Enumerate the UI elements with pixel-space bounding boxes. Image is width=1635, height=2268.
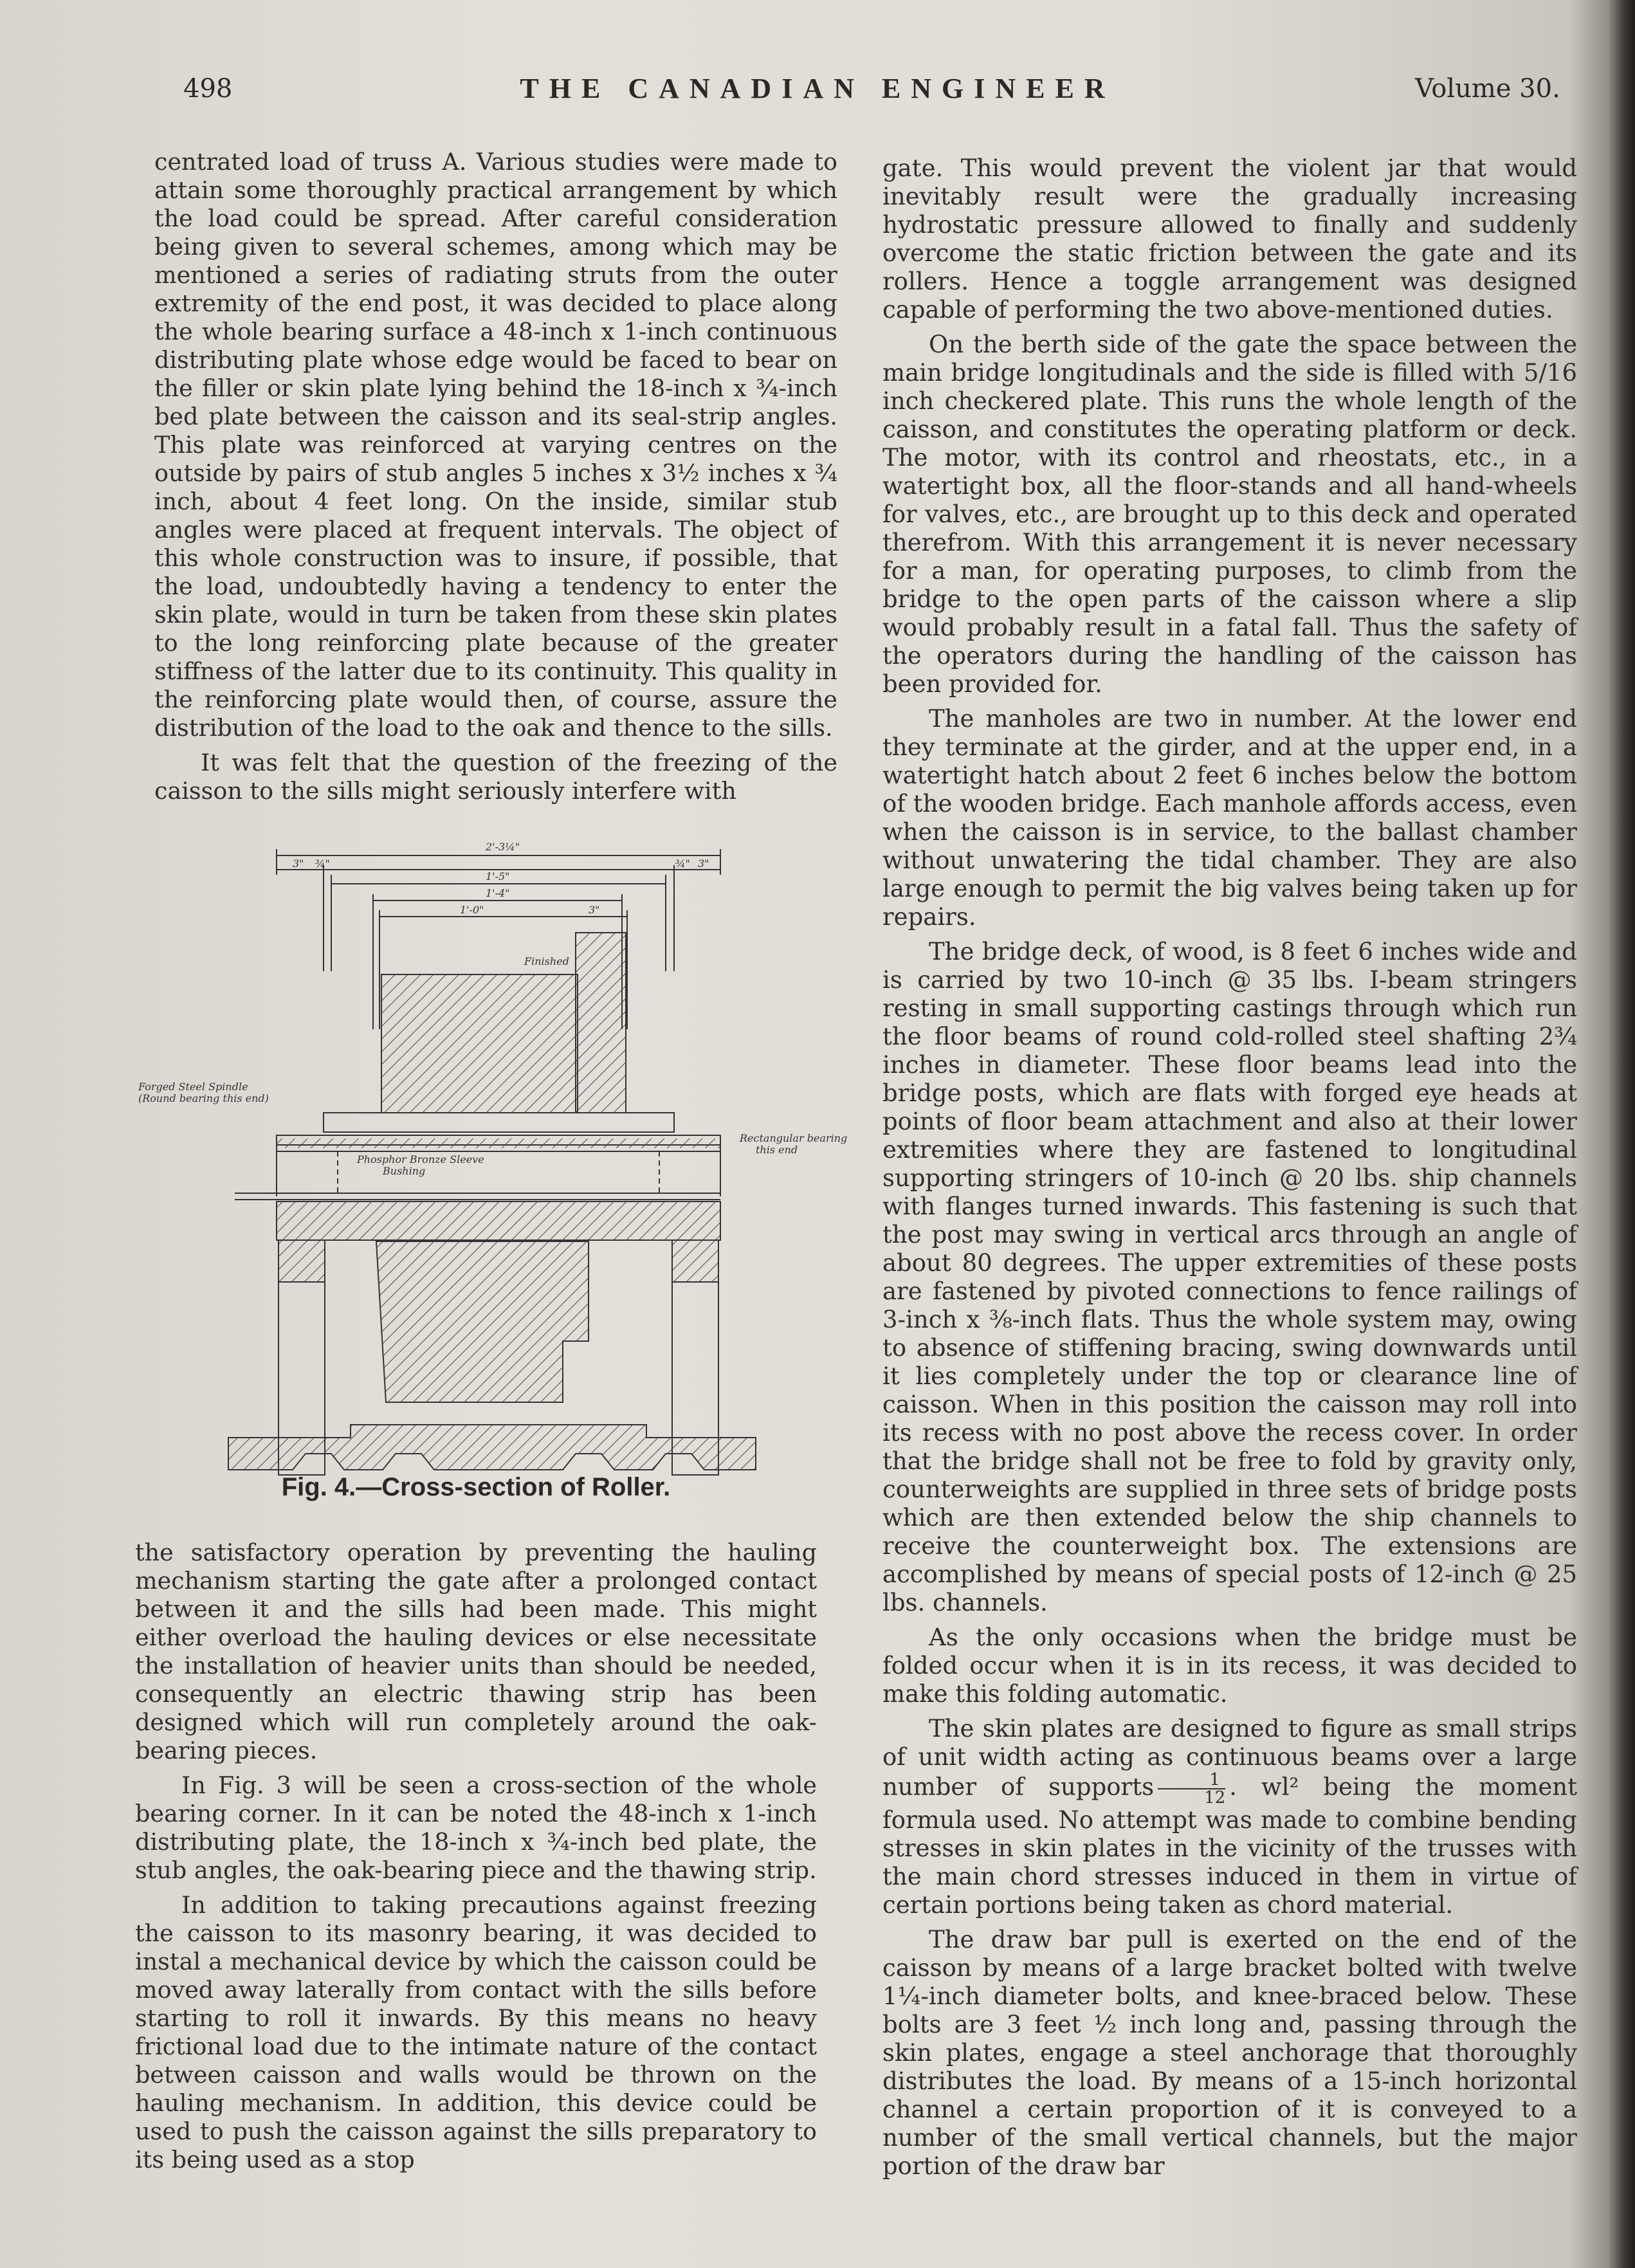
paragraph: In addition to taking precautions against freezing the caisson to its masonry bearing, it was decided to instal a mechanical device by which the caisson could be moved away laterally from contact with the sills before starting to roll it inwards. By this means no heavy frictional load due to the intimate nature of the contact between caisson and walls would be thrown on the hauling mechanism. In addition, this device could be used to push the caisson against the sills preparatory to its being used as a stop [135, 1891, 817, 2173]
dim-mid-14: 1'-4" [486, 887, 510, 899]
dim-right-3: 3" [698, 857, 709, 870]
book-spine-shadow [1609, 0, 1635, 2268]
paragraph: The bridge deck, of wood, is 8 feet 6 inches wide and is carried by two 10-inch @ 35 lbs. I-beam stringers resting in small supporting castings through which run the floor beams of round cold-rolled steel shafting 2¾ inches in diameter. These floor beams lead into the bridge posts, which are flats with forged eye heads at points of floor beam attachment and also at their lower extremities where they are fastened to longitudinal supporting stringers of 10-inch @ 20 lbs. ship channels with flanges turned inwards. This fastening is such that the post may swing in vertical arcs through an angle of about 80 degrees. The upper extremities of these posts are fastened by pivoted connections to fence railings of 3-inch x ⅜-inch flats. Thus the whole system may, owing to absence of stiffening bracing, swing downwards until it lies completely under the top or clearance line of caisson. When in this position the caisson may roll into its recess with no post above the recess cover. In order that the bridge shall not be free to fold by gravity only, counterweights are supplied in three sets of bridge posts which are then extended below the ship channels to receive the counterweight box. The extensions are accomplished by means of special posts of 12-inch @ 25 lbs. channels. [882, 938, 1577, 1616]
paragraph: gate. This would prevent the violent jar that would inevitably result were the gradually increasing hydrostatic pressure allowed to finally and suddenly overcome the static friction between the gate and its rollers. Hence a toggle arrangement was designed capable of performing the two above-mentioned duties. [882, 154, 1577, 324]
page-number: 498 [183, 74, 233, 104]
label-bushing: Phosphor Bronze Sleeve [357, 1153, 484, 1166]
label-finished: Finished [524, 955, 569, 967]
right-column [882, 154, 1577, 2181]
dim-inner-3: 3" [589, 904, 600, 916]
figure-roller-cross-section [138, 836, 848, 1518]
paragraph: On the berth side of the gate the space between the main bridge longitudinals and the side is filled with 5/16 inch checkered plate. This runs the whole length of the caisson, and constitutes the operating platform or deck. The motor, with its control and rheostats, etc., in a watertight box, all the floor-stands and all hand-wheels for valves, etc., are brought up to this deck and operated therefrom. With this arrangement it is never necessary for a man, for operating purposes, to climb from the bridge to the open parts of the caisson where a slip would probably result in a fatal fall. Thus the safety of the operators during the handling of the caisson has been provided for. [882, 331, 1577, 698]
label-rect-bearing: Rectangular bearing [740, 1132, 848, 1144]
fraction-denominator: 12 [1204, 1788, 1226, 1807]
figure-caption: Fig. 4.—Cross-section of Roller. [281, 1473, 671, 1501]
formula-text-before: The skin plates are designed to figure as small strips of unit width acting as continuous beams over a large number of supports [882, 1715, 1577, 1801]
dim-overall: 2'-3¼" [486, 841, 520, 853]
dim-inner-10: 1'-0" [460, 904, 484, 916]
paragraph: centrated load of truss A. Various studies were made to attain some thoroughly practical arrangement by which the load could be spread. After careful consideration being given to several schemes, among which may be mentioned a series of radiating struts from the outer extremity of the end post, it was decided to place along the whole bearing surface a 48-inch x 1-inch continuous distributing plate whose edge would be faced to bear on the filler or skin plate lying behind the 18-inch x ¾-inch bed plate between the caisson and its seal-strip angles. This plate was reinforced at varying centres on the outside by pairs of stub angles 5 inches x 3½ inches x ¾ inch, about 4 feet long. On the inside, similar stub angles were placed at frequent intervals. The object of this whole construction was to insure, if possible, that the load, undoubtedly having a tendency to enter the skin plate, would in turn be taken from these skin plates to the long reinforcing plate because of the greater stiffness of the latter due to its continuity. This quality in the reinforcing plate would then, of course, assure the distribution of the load to the oak and thence to the sills. [154, 148, 837, 742]
dim-right-3q: ¾" [675, 857, 690, 870]
paragraph: The draw bar pull is exerted on the end of the caisson by means of a large bracket bolted with twelve 1¼-inch diameter bolts, and knee-braced below. These bolts are 3 feet ½ inch long and, passing through the skin plates, engage a steel anchorage that thoroughly distributes the load. By means of a 15-inch horizontal channel a certain proportion of it is conveyed to a number of the small vertical channels, but the major portion of the draw bar [882, 1926, 1577, 2180]
volume-label: Volume 30. [1415, 74, 1560, 104]
left-column-bottom [135, 1539, 817, 2174]
label-spindle: Forged Steel Spindle [138, 1081, 248, 1093]
fraction-numerator: 1 [1158, 1771, 1225, 1789]
paragraph: the satisfactory operation by preventing the hauling mechanism starting the gate after a prolonged contact between it and the sills had been made. This might either overload the hauling devices or else necessitate the installation of heavier units than should be needed, consequently an electric thawing strip has been designed which will run completely around the oak-bearing pieces. [135, 1539, 817, 1764]
dim-left-3q: ¾" [315, 857, 330, 870]
paragraph: It was felt that the question of the freezing of the caisson to the sills might seriously interfere with [154, 749, 837, 805]
fraction [1158, 1771, 1225, 1806]
label-bushing-2: Bushing [383, 1165, 426, 1177]
paragraph: The manholes are two in number. At the lower end they terminate at the girder, and at the upper end, in a watertight hatch about 2 feet 6 inches below the bottom of the wooden bridge. Each manhole affords access, even when the caisson is in service, to the ballast chamber without unwatering the tidal chamber. They are also large enough to permit the big valves being taken up for repairs. [882, 705, 1577, 931]
formula-text-after: . wl² being the moment formula used. No attempt was made to combine bending stresses in skin plates in the vicinity of the trusses with the main chord stresses induced in them in virtue of certain portions being taken as chord material. [882, 1773, 1577, 1919]
roller-drawing [138, 836, 848, 1473]
left-column-top [154, 148, 837, 805]
label-rect-bearing-2: this end [756, 1144, 798, 1156]
paragraph-with-formula [882, 1715, 1577, 1919]
dim-mid-15: 1'-5" [486, 870, 510, 883]
journal-title: THE CANADIAN ENGINEER [520, 73, 1115, 104]
label-spindle-note: (Round bearing this end) [138, 1092, 269, 1104]
dim-left-3: 3" [293, 857, 304, 870]
paragraph: In Fig. 3 will be seen a cross-section of the whole bearing corner. In it can be noted the 48-inch x 1-inch distributing plate, the 18-inch x ¾-inch bed plate, the stub angles, the oak-bearing piece and the thawing strip. [135, 1771, 817, 1884]
paragraph: As the only occasions when the bridge must be folded occur when it is in its recess, it was decided to make this folding automatic. [882, 1623, 1577, 1708]
